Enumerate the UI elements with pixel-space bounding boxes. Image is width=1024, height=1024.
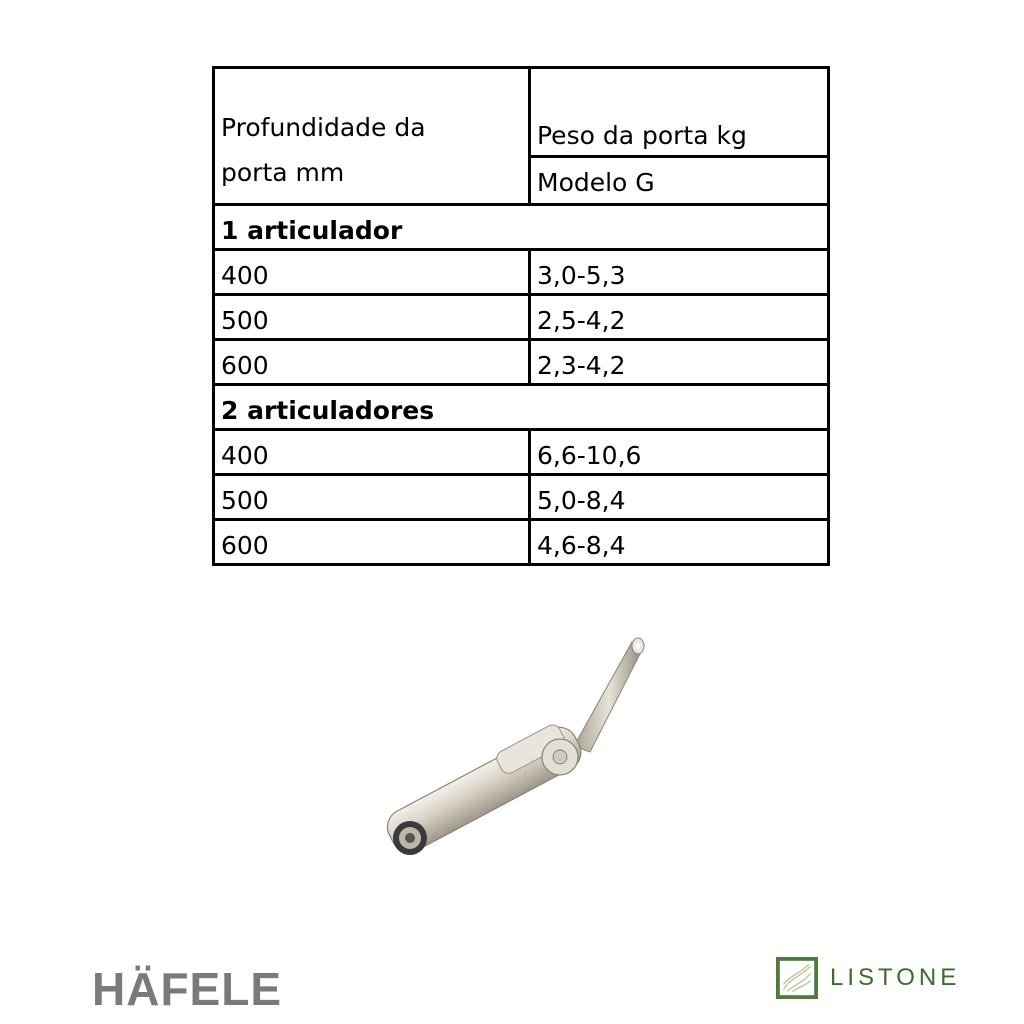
table-row	[215, 518, 827, 563]
stay-hinge-image	[370, 630, 660, 880]
table-row	[215, 338, 827, 383]
group-row	[215, 383, 827, 428]
hafele-logo-text: HÄFELE	[92, 963, 282, 1015]
depth-cell: 600	[215, 341, 531, 383]
weight-cell: 5,0-8,4	[537, 486, 626, 515]
weight-cell: 4,6-8,4	[537, 531, 626, 560]
header-weight-label: Peso da porta kg	[531, 69, 827, 158]
depth-cell: 400	[215, 251, 531, 293]
hafele-logo	[92, 962, 282, 1016]
group-row	[215, 203, 827, 248]
depth-cell: 400	[215, 431, 531, 473]
listone-logo-text: LISTONE	[830, 964, 961, 991]
table-row	[215, 473, 827, 518]
depth-cell: 500	[215, 296, 531, 338]
table-row	[215, 428, 827, 473]
table-row	[215, 293, 827, 338]
header-depth-line1: Profundidade da	[221, 113, 426, 142]
listone-mark-icon	[776, 957, 818, 999]
group-label: 1 articulador	[221, 216, 403, 245]
weight-cell: 2,3-4,2	[537, 351, 626, 380]
header-model-label: Modelo G	[537, 168, 655, 197]
header-weight	[531, 69, 827, 203]
depth-cell: 600	[215, 521, 531, 563]
depth-cell: 500	[215, 476, 531, 518]
table-header	[215, 69, 827, 203]
weight-cell: 6,6-10,6	[537, 441, 642, 470]
listone-logo	[776, 957, 960, 999]
table-row	[215, 248, 827, 293]
group-label: 2 articuladores	[221, 396, 435, 425]
weight-cell: 3,0-5,3	[537, 261, 626, 290]
weight-cell: 2,5-4,2	[537, 306, 626, 335]
header-depth	[215, 69, 531, 203]
spec-table	[212, 66, 830, 566]
header-depth-line2: porta mm	[221, 158, 345, 187]
